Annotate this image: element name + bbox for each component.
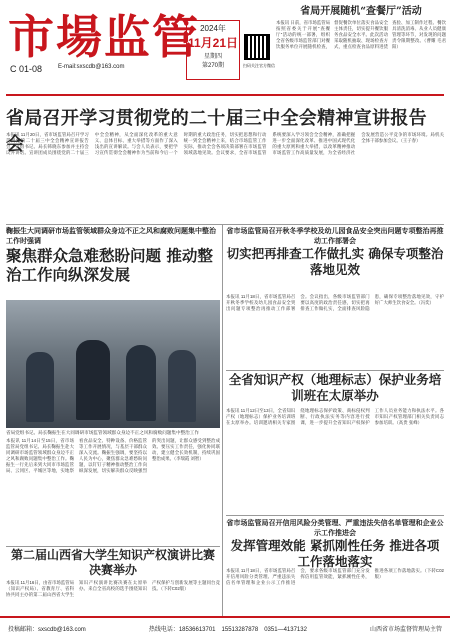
top-brief-body: 本报讯 日前，省市场监管局按照省委关于开展“查餐厅”活动的统一部署，组织全省各级市场监管部门对餐饮服务单位开展随机检查，督促餐饮单位落实食品安全主体责任，切实提升餐饮服务食品安全水平。此次活动采取随机抽取、现场检查方式，重点检查食品原料进货查验、加工制作过程、餐饮具清洗消毒、从业人员健康管理等环节，对发现的问题责令限期整改。（曹耀 毛君阳） [276, 20, 446, 49]
feature-pretitle: 鞠振生大同调研市场监管领域群众身边不正之风和腐败问题集中整治工作时强调 [6, 226, 216, 245]
edition-code: C 01-08 [10, 64, 43, 74]
story6-body: 本报讯 11月18日，省市场监管局召开信用风险分类管理、严重违法失信名单管理和企业公示工作推进会，要求各级市场监管部门充分发挥信用监管效能，紧抓刚性任务，推进各项工作落地落实。（下转C02版） [226, 568, 444, 585]
date-week: 星期四 [203, 54, 222, 60]
divider [6, 546, 220, 547]
story4-heading [226, 226, 444, 278]
masthead [0, 0, 450, 92]
story5-heading [226, 372, 444, 404]
footer-email: 投稿邮箱：sxscdb@163.com [8, 627, 86, 633]
story3-headline: 第二届山西省大学生知识产权演讲比赛决赛举办 [10, 548, 215, 577]
story4-headline: 切实把再排查工作做扎实 确保专项整治落地见效 [226, 246, 444, 277]
masthead-rule [6, 94, 444, 96]
footer-phone: 热线电话：18536613701 15513287878 0351—4137132 [148, 627, 307, 633]
photo-person [26, 352, 54, 422]
qr-label: 扫码关注官方微信 [243, 63, 275, 68]
feature-photo [6, 300, 220, 428]
story4-pretitle: 省市场监管局召开秋冬季学校及幼儿园食品安全突出问题专项整治再推动工作部署会 [226, 226, 444, 245]
feature-body: 本报讯 11月14日至15日，省市场监管局党组书记、局长鞠振生赴大同调研市场监管领域群众身边不正之风和腐败问题集中整治工作。鞠振生一行先后来到大同市市场监管局、云冈区、平城区等地，实地察看食品安全、特种设备、价格监管等工作开展情况，与基层干部群众深入交流。鞠振生强调，要坚持以人民为中心，聚焦群众急难愁盼问题，以钉钉子精神推动整治工作向纵深发展，切实解决群众反映强烈的突出问题，让群众感受到整治成效。要压实工作责任，强化协同联动，建立健全长效机制，持续巩固整治成果。（李瑞霞 刘智） [6, 438, 220, 473]
lead-headline: 省局召开学习贯彻党的二十届三中全会精神宣讲报告会 [6, 108, 427, 155]
top-brief [276, 2, 446, 96]
photo-caption: 省局党组书记、局长鞠振生在大同调研市场监管领域群众身边不正之风和腐败问题集中整治工作 [6, 430, 199, 435]
date-day: 11月21日 [187, 36, 239, 50]
footer-publisher: 山西省市场监督管理局主管 [369, 627, 442, 633]
story6-pretitle: 省市场监管局召开信用风险分类管理、严重违法失信名单管理和企业公示工作推进会 [226, 518, 444, 537]
masthead-email: E-mail:sxscdb@163.com [58, 64, 125, 70]
divider [6, 224, 444, 225]
lead-body: 本报讯 11月20日，省市场监管局召开学习贯彻党的二十届三中全会精神宣讲报告会。党组书记、局长韩晓东参加并主持会议并讲话。宣讲团成员围绕党的二十届三中全会精神，从全面深化改革的重大意义、总体目标、重大举措等方面作了深入浅出的宣讲解读。与会人员表示，要把学习宣传贯彻全会精神作为当前和今后一个时期的重大政治任务，切实把思想和行动统一到全会精神上来，结合市场监管工作实际，推动全会各项决策部署在市场监管领域落地见效。会议要求，全省市场监管系统要深入学习领会全会精神，准确把握进一步全面深化改革、推进中国式现代化的重大原则和重大举措，以改革精神推动市场监管工作高质量发展，为全省经济社会发展营造公平竞争的市场环境。局机关全体干部参加会议。（王子春） [6, 132, 444, 155]
story6-heading [226, 518, 444, 570]
divider [226, 515, 444, 516]
issue-number: 第270期 [201, 63, 224, 69]
page-footer [0, 616, 450, 640]
feature-heading [6, 226, 220, 284]
story6-headline: 发挥管理效能 紧抓刚性任务 推进各项工作落地落实 [230, 538, 440, 569]
newspaper-logo: 市場监管 [8, 10, 200, 64]
photo-person [76, 340, 110, 420]
top-brief-title: 省局开展随机“查餐厅”活动 [300, 6, 422, 17]
column-divider [222, 224, 223, 616]
story4-body: 本报讯 11月18日，省市场监管局召开秋冬季学校及幼儿园食品安全突出问题专项整治再推动工作部署会。会议指出，各级市场监管部门要以高度的政治责任感，切实把再排查工作做扎实，全面排查风险隐患，确保专项整治落地见效，守护好广大师生饮食安全。（冯奕） [226, 294, 444, 311]
story3-body: 本报讯 11月16日，由省市场监管局（知识产权局）、省教育厅、省科协共同主办的第二届山西省大学生知识产权演讲比赛决赛在太原举办。来自全省高校的选手围绕知识产权保护与创新发展等主题同台竞技。（下转C02版） [6, 580, 220, 597]
date-year: 2024年 [200, 24, 226, 33]
story5-body: 本报讯 11月12日至13日，全省知识产权（地理标志）保护业务培训班在太原举办。培训邀请相关专家围绕地理标志保护政策、商标侵权判断、行政执法实务等内容进行授课，进一步提升全省知识产权保护工作人员业务能力和执法水平。各市知识产权管理部门相关负责同志参加培训。（高贵 张峰） [226, 408, 444, 425]
feature-headline: 聚焦群众急难愁盼问题 推动整治工作向纵深发展 [6, 246, 213, 284]
photo-person [168, 350, 196, 422]
divider [226, 370, 444, 371]
qr-code-icon [244, 34, 270, 60]
photo-person [126, 345, 156, 421]
date-box [186, 20, 240, 80]
story3-heading [6, 548, 220, 578]
story5-headline: 全省知识产权（地理标志）保护业务培训班在太原举办 [228, 372, 442, 403]
